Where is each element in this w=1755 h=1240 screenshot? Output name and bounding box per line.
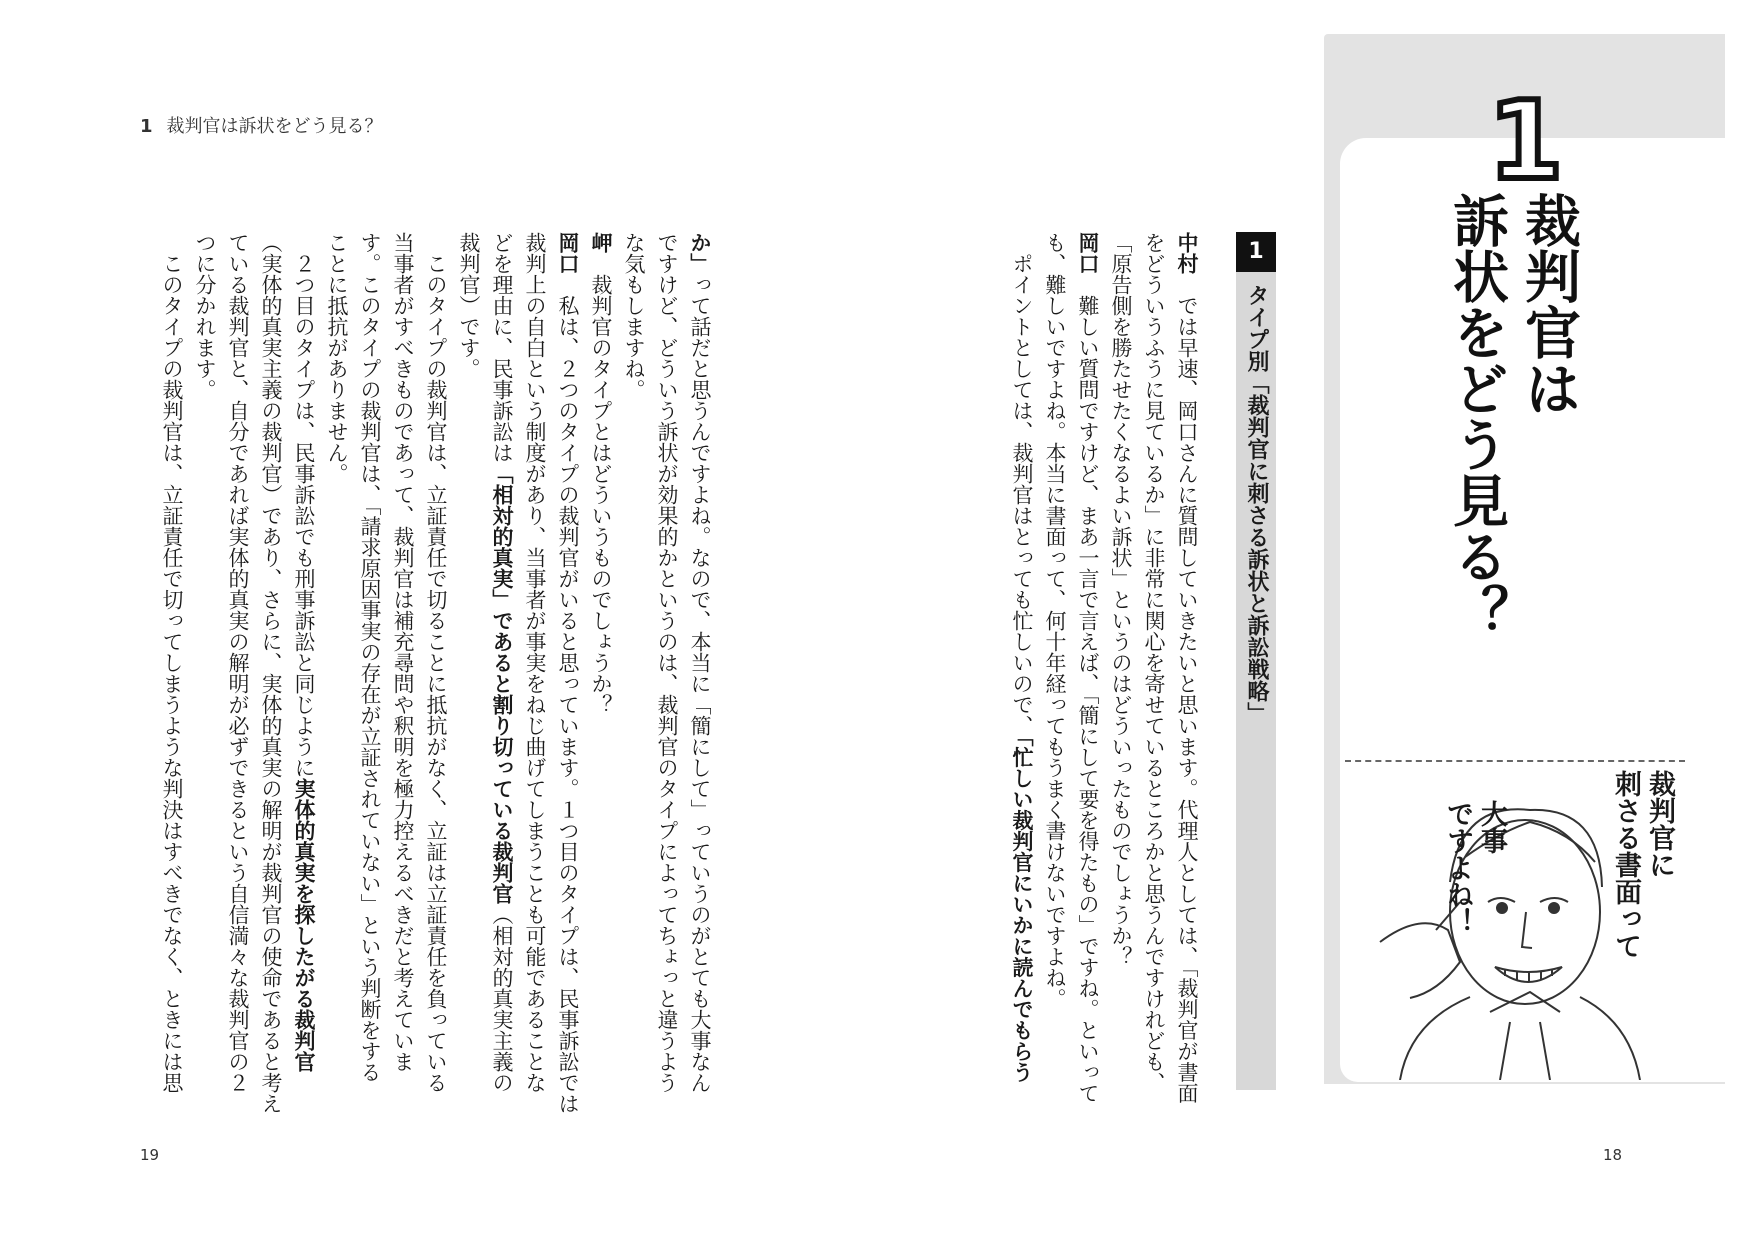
bubble-line-2: 刺さる書面って (1610, 770, 1641, 959)
speech-bubble-2 (1440, 800, 1508, 935)
section-title: タイプ別「裁判官に刺さる訴状と訴訟戦略」 (1244, 284, 1269, 724)
text-column: 岡口 難しい質問ですけど、まあ一言で言えば、「簡にして要を得たもの」ですね。といって (1076, 232, 1100, 1104)
left-page-body (155, 232, 716, 1114)
text-column: 「原告側を勝たせたくなるよい訴状」というのはどういったものでしょうか？ (1109, 232, 1133, 967)
running-head (140, 112, 383, 138)
text-column: （実体的真実主義の裁判官）であり、さらに、実体的真実の解明が裁判官の使命であると考え (259, 232, 283, 1114)
running-head-text: 裁判官は訴状をどう見る？ (166, 116, 383, 137)
bubble-line-1: 裁判官に (1644, 770, 1675, 878)
text-column: ２つ目のタイプは、民事訴訟でも刑事訴訟と同じように実体的真実を探したがる裁判官 (292, 232, 316, 1072)
running-head-number: 1 (140, 116, 153, 137)
text-column: 岡口 私は、２つのタイプの裁判官がいると思っています。１つ目のタイプは、民事訴訟では (556, 232, 580, 1114)
text-column: 中村 では早速、岡口さんに質問していきたいと思います。代理人としては、「裁判官が書面 (1175, 232, 1199, 1104)
text-column: このタイプの裁判官は、立証責任で切ることに抵抗がなく、立証は立証責任を負っている (424, 232, 448, 1093)
text-column: も、難しいですよね。本当に書面って、何十年経ってもうまく書けないですよね。 (1043, 232, 1067, 1009)
text-column: このタイプの裁判官は、立証責任で切ってしまうような判決はすべきでなく、ときには思 (160, 232, 184, 1093)
text-column: ですけど、どういう訴状が効果的かというのは、裁判官のタイプによってちょっと違うよう (655, 232, 679, 1093)
text-column: 岬 裁判官のタイプとはどういうものでしょうか？ (589, 232, 613, 715)
bubble-line-4: ですよね！ (1442, 800, 1473, 935)
text-column: か」って話だと思うんですよね。なので、本当に「簡にして」っていうのがとても大事なん (688, 232, 712, 1093)
text-column: 裁判官）です。 (457, 232, 481, 379)
text-column: ている裁判官と、自分であれば実体的真実の解明が必ずできるという自信満々な裁判官の２ (226, 232, 250, 1093)
chapter-title (1440, 192, 1584, 640)
right-page-body (1005, 232, 1203, 1104)
chapter-title-line-1: 裁判官は (1516, 192, 1581, 416)
page-number-left: 19 (140, 1146, 160, 1164)
speech-bubble (1608, 770, 1676, 959)
page-number-right: 18 (1603, 1146, 1623, 1164)
text-column: ことに抵抗がありません。 (325, 232, 349, 484)
text-column: ポイントとしては、裁判官はとっても忙しいので、「忙しい裁判官にいかに読んでもらう (1010, 232, 1034, 1083)
text-column: な気もしますね。 (622, 232, 646, 400)
text-column: す。このタイプの裁判官は、「請求原因事実の存在が立証されていない」という判断をする (358, 232, 382, 1083)
section-number: 1 (1236, 232, 1276, 272)
chapter-title-line-2: 訴状をどう見る？ (1444, 192, 1509, 640)
text-column: どを理由に、民事訴訟は「相対的真実」であると割り切っている裁判官（相対的真実主義の (490, 232, 514, 1093)
text-column: つに分かれます。 (193, 232, 217, 400)
text-column: 裁判上の自白という制度があり、当事者が事実をねじ曲げてしまうことも可能であることな (523, 232, 547, 1093)
chapter-number: 1 (1488, 79, 1564, 204)
text-column: 当事者がすべきものであって、裁判官は補充尋問や釈明を極力控えるべきだと考えていま (391, 232, 415, 1072)
text-column: をどういうふうに見ているか」に非常に関心を寄せているところかと思うんですけれども、 (1142, 232, 1166, 1093)
bubble-line-3: 大事 (1476, 800, 1507, 854)
